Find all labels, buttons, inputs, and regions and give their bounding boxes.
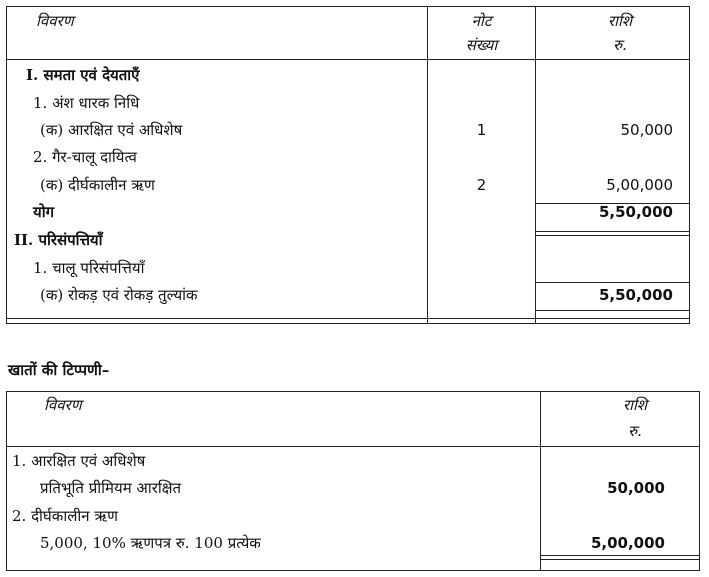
notes-row-label-debentures: 5,000, 10% ऋणपत्र रु. 100 प्रत्येक [40,534,261,552]
row-amount-cash-equivalents: 5,50,000 [598,286,673,304]
row-label-equity-liabilities: I. समता एवं देयताएँ [26,66,140,84]
row-label-assets: II. परिसंपत्तियाँ [14,231,103,249]
row-label-current-assets: 1. चालू परिसंपत्तियाँ [33,259,145,277]
header-note-line1: नोट [471,12,492,30]
header-note-line2: संख्या [465,36,498,54]
header-amount-line2: रु. [613,36,627,54]
notes-border-left [6,391,7,571]
notes-border-bottom [6,570,700,571]
cash-rule-bottom [535,310,690,311]
header-particulars: विवरण [36,12,74,30]
notes-row-label-reserves: 1. आरक्षित एवं अधिशेष [12,452,146,470]
notes-rule-1 [540,555,700,556]
row-label-reserves-surplus: (क) आरक्षित एवं अधिशेष [40,121,183,139]
header-amount-line1: राशि [607,12,633,30]
notes-row-amount-securities-premium: 50,000 [607,479,665,497]
notes-row-label-long-term-borrowings: 2. दीर्घकालीन ऋण [12,507,118,525]
table-border-bottom-1 [6,318,690,319]
column-divider-amount [535,6,536,324]
row-note-reserves-surplus: 1 [476,121,487,139]
notes-header-divider [6,446,700,447]
notes-header-amount-line1: राशि [622,396,648,414]
total-rule-bottom-2 [535,235,690,236]
notes-row-amount-debentures: 5,00,000 [590,534,665,552]
row-label-non-current-liabilities: 2. गैर-चालू दायित्व [33,148,137,166]
table-border-left [6,6,7,324]
row-amount-reserves-surplus: 50,000 [620,121,673,139]
row-note-long-term-borrowings: 2 [476,176,487,194]
row-label-long-term-borrowings: (क) दीर्घकालीन ऋण [40,176,155,194]
cash-rule-top [535,282,690,283]
table-border-bottom-2 [6,323,690,324]
notes-border-top [6,391,700,392]
row-label-cash-equivalents: (क) रोकड़ एवं रोकड़ तुल्यांक [40,286,198,304]
notes-rule-2 [540,559,700,560]
notes-border-right [699,391,700,571]
row-amount-long-term-borrowings: 5,00,000 [606,176,673,194]
row-amount-total: 5,50,000 [598,203,673,221]
table-border-right [689,6,690,324]
notes-heading: खातों की टिप्पणी– [8,361,110,379]
row-label-shareholders-funds: 1. अंश धारक निधि [33,94,140,112]
notes-row-label-securities-premium: प्रतिभूति प्रीमियम आरक्षित [40,479,182,497]
header-divider [6,59,690,60]
total-rule-bottom-1 [535,231,690,232]
notes-header-particulars: विवरण [44,396,82,414]
row-label-total: योग [33,203,55,221]
table-border-top [6,6,690,7]
notes-column-divider [540,391,541,571]
notes-header-amount-line2: रु. [628,422,642,440]
